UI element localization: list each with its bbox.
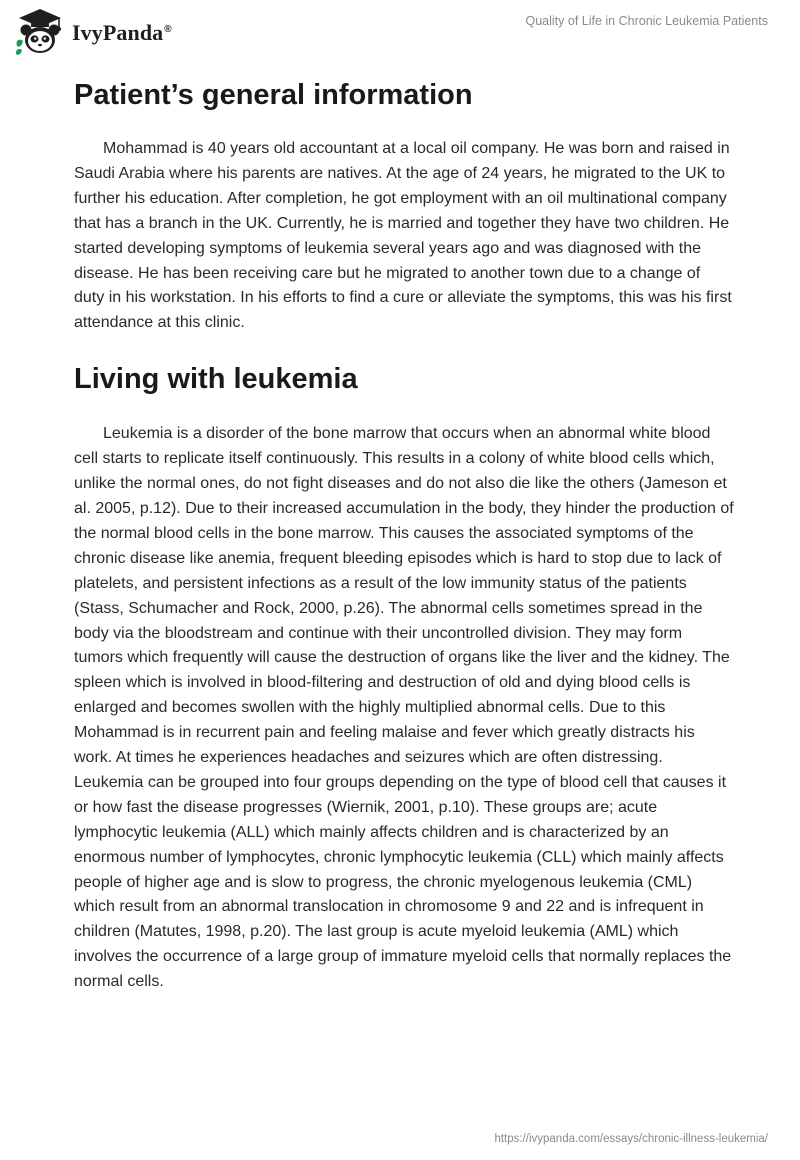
- source-url[interactable]: https://ivypanda.com/essays/chronic-illness-leukemia/: [494, 1133, 768, 1145]
- panda-graduate-icon: [14, 8, 66, 58]
- logo-name: IvyPanda: [72, 20, 164, 45]
- registered-mark: ®: [164, 23, 172, 35]
- section-heading-general-info: Patient’s general information: [74, 79, 473, 111]
- section-paragraph-general-info: Mohammad is 40 years old accountant at a local oil company. He was born and raised in Saudi Arabia where his parents are natives. At the age of 24 years, he migrated to the UK to further his education. After completion, he got employment with an oil multinational company that has a branch in the UK. Currently, he is married and together they have two children. He started developing symptoms of leukemia several years ago and was diagnosed with the disease. He has been receiving care but he migrated to another town due to a change of duty in his workstation. In his efforts to find a cure or alleviate the symptoms, this was his first attendance at this clinic.: [74, 140, 732, 332]
- ivypanda-logo[interactable]: [14, 8, 172, 58]
- logo-wordmark: [72, 20, 172, 46]
- section-heading-living-with-leukemia: Living with leukemia: [74, 363, 358, 396]
- section-paragraph-living-with-leukemia: Leukemia is a disorder of the bone marrow that occurs when an abnormal white blood cell starts to replicate itself continuously. This results in a colony of white blood cells which, unlike the normal ones, do not fight diseases and do not also die like the others (Jameson et al. 2005, p.12). Due to their increased accumulation in the body, they hinder the production of the normal blood cells in the bone marrow. This causes the associated symptoms of the chronic disease like anemia, frequent bleeding episodes which is hard to stop due to lack of platelets, and persistent infections as a result of the low immunity status of the patients (Stass, Schumacher and Rock, 2000, p.26). The abnormal cells sometimes spread in the body via the bloodstream and continue with their uncontrolled division. They may form tumors which frequently will cause the destruction of organs like the liver and the kidney. The spleen which is involved in blood-filtering and destruction of old and dying blood cells is enlarged and becomes swollen with the highly multiplied abnormal cells. Due to this Mohammad is in recurrent pain and feeling malaise and fever which greatly distracts his work. At times he experiences headaches and seizures which are often distressing. Leukemia can be grouped into four groups depending on the type of blood cell that causes it or how fast the disease progresses (Wiernik, 2001, p.10). These groups are; acute lymphocytic leukemia (ALL) which mainly affects children and is characterized by an enormous number of lymphocytes, chronic lymphocytic leukemia (CLL) which mainly affects people of higher age and is slow to progress, the chronic myelogenous leukemia (CML) which result from an abnormal translocation in chromosome 9 and 22 and is infrequent in children (Matutes, 1998, p.20). The last group is acute myeloid leukemia (AML) which involves the occurrence of a large group of immature myeloid cells that normally replaces the normal cells.: [74, 425, 734, 991]
- essay-content: [74, 70, 734, 995]
- document-title: Quality of Life in Chronic Leukemia Patients: [525, 14, 768, 28]
- page-header: [0, 0, 800, 64]
